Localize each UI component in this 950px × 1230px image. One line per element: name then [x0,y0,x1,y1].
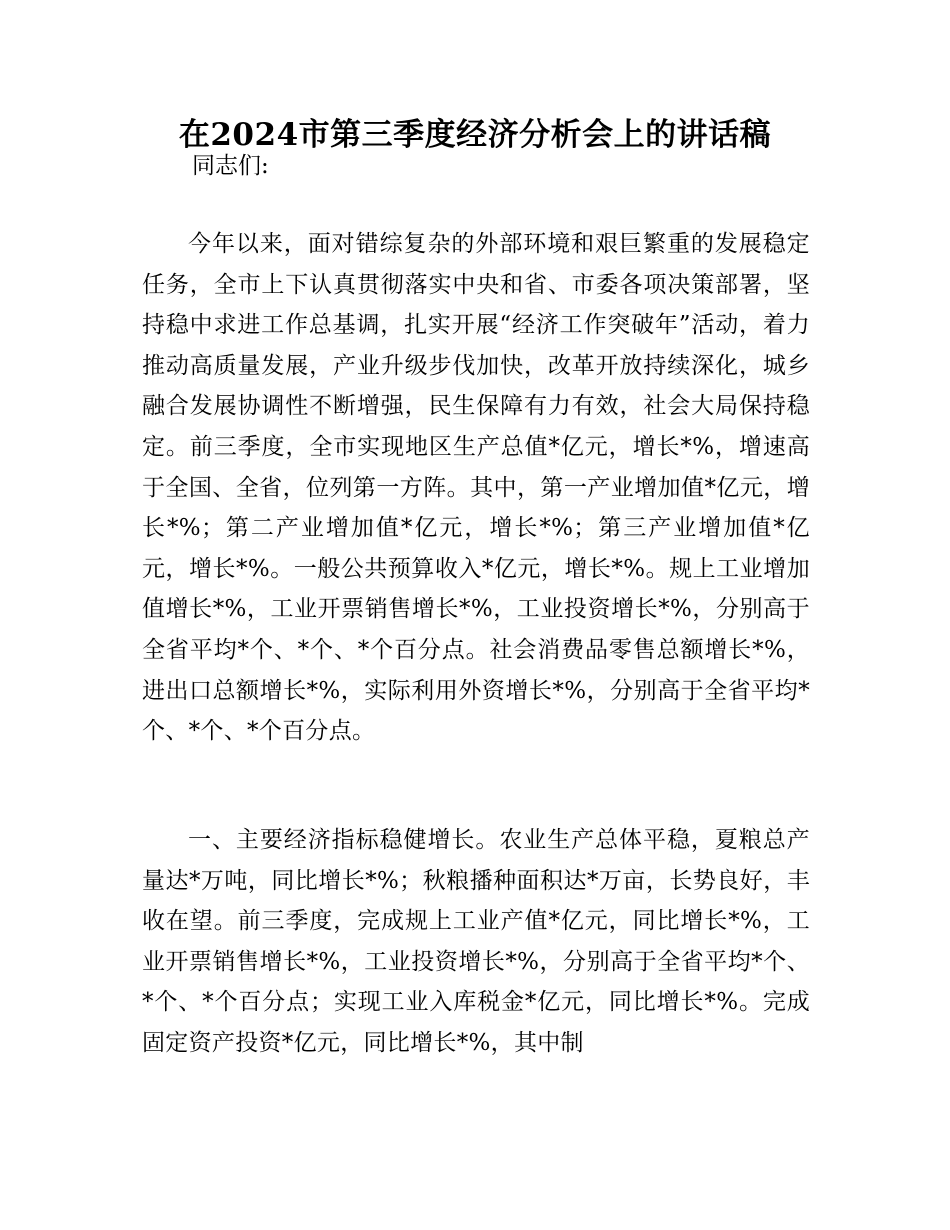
document-title: 在2024市第三季度经济分析会上的讲话稿 [178,117,772,153]
paragraph-section-one: 一、主要经济指标稳健增长。农业生产总体平稳，夏粮总产量达*万吨，同比增长*%；秋粮播种面积达*万亩，长势良好，丰收在望。前三季度，完成规上工业产值*亿元，同比增长*%，工业开票销售增长*%，工业投资增长*%，分别高于全省平均*个、*个、*个百分点；实现工业入库税金*亿元，同比增长*%。完成固定资产投资*亿元，同比增长*%，其中制 [142,827,810,1056]
greeting: 同志们: [192,153,269,179]
paragraph-intro: 今年以来，面对错综复杂的外部环境和艰巨繁重的发展稳定任务，全市上下认真贯彻落实中央和省、市委各项决策部署，坚持稳中求进工作总基调，扎实开展“经济工作突破年”活动，着力推动高质量发展，产业升级步伐加快，改革开放持续深化，城乡融合发展协调性不断增强，民生保障有力有效，社会大局保持稳定。前三季度，全市实现地区生产总值*亿元，增长*%，增速高于全国、全省，位列第一方阵。其中，第一产业增加值*亿元，增长*%；第二产业增加值*亿元，增长*%；第三产业增加值*亿元，增长*%。一般公共预算收入*亿元，增长*%。规上工业增加值增长*%，工业开票销售增长*%，工业投资增长*%，分别高于全省平均*个、*个、*个百分点。社会消费品零售总额增长*%，进出口总额增长*%，实际利用外资增长*%，分别高于全省平均*个、*个、*个百分点。 [142,231,810,745]
